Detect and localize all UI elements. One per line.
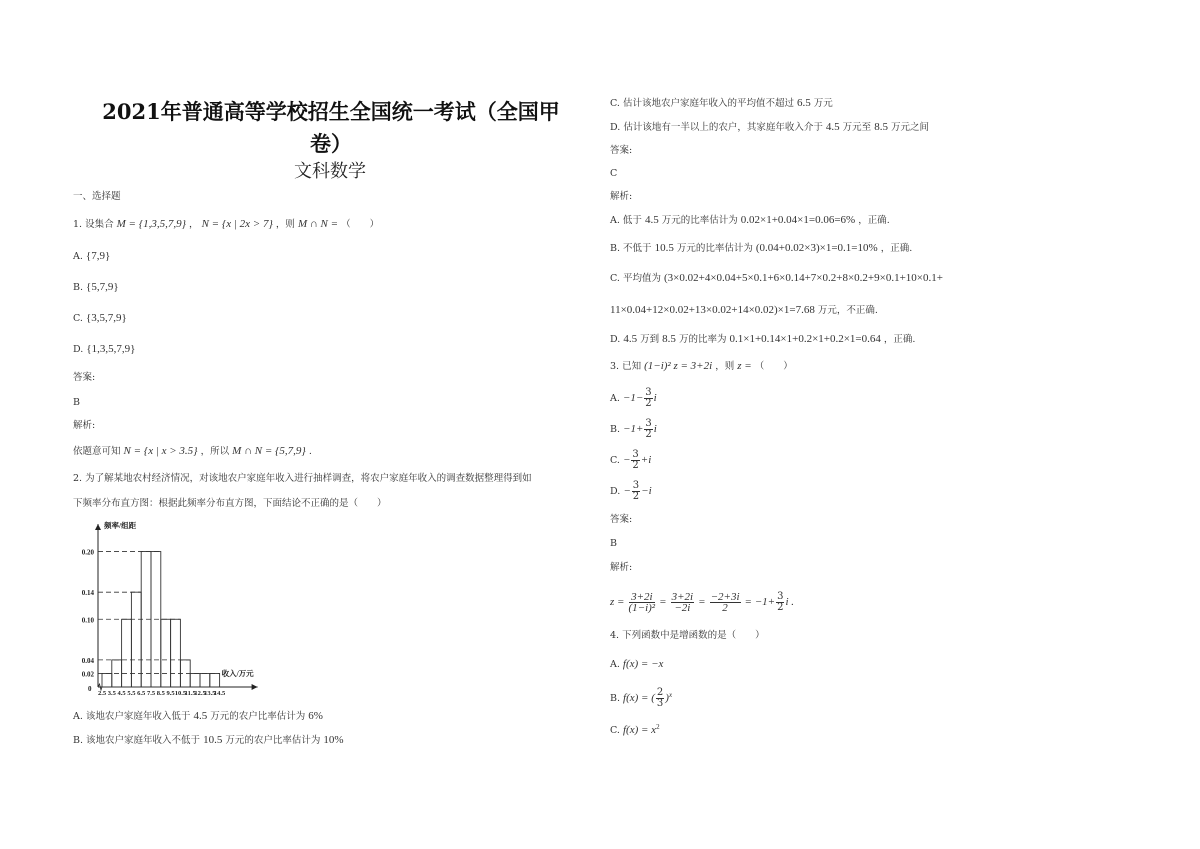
- x-axis-title: 收入/万元: [221, 669, 254, 678]
- q3-d-label: D.: [610, 486, 621, 497]
- q2-opt-d-pre: D. 估计该地有一半以上的农户，其家庭年收入介于: [610, 122, 823, 133]
- an-d-pre: D.: [610, 334, 621, 345]
- q1-option-c-value: {3,5,7,9}: [85, 312, 127, 324]
- q3-c-num: 3: [632, 449, 639, 460]
- q3-a-num: 3: [645, 387, 652, 398]
- q1-answer-label: 答案:: [73, 372, 96, 383]
- q4-stem: 4. 下列函数中是增函数的是（ ）: [610, 630, 765, 641]
- histogram-bar: [171, 619, 181, 687]
- q3-sol-f4-den: 2: [777, 602, 784, 613]
- q2-opt-a-num: 4.5: [193, 710, 208, 722]
- q2-analysis-c-line2: [610, 304, 878, 317]
- q1-analysis: [73, 445, 312, 458]
- x-tick-label: 5.5: [127, 690, 136, 697]
- q3-mid: ，则: [715, 361, 735, 372]
- q3-b-label: B.: [610, 424, 621, 435]
- q2-opt-c-num: 6.5: [797, 97, 811, 109]
- q4-b-close: ): [665, 692, 669, 705]
- q2-option-a: [73, 710, 323, 723]
- an-c-suf: 万元，不正确.: [817, 305, 878, 316]
- q1-suffix: ，则: [275, 219, 295, 230]
- q2-option-b: [73, 734, 344, 747]
- q4-b-num: 2: [656, 687, 664, 699]
- origin-label: 0: [88, 685, 92, 693]
- q2-opt-d-mid: 万元至: [842, 122, 872, 133]
- q3-b-frac: [644, 419, 652, 440]
- q1-option-b: [73, 281, 119, 294]
- q1-option-c-label: C.: [73, 313, 83, 324]
- an-d-mid2: 万的比率为: [678, 334, 727, 345]
- frequency-histogram: [70, 518, 310, 700]
- q2-opt-a-val: 6%: [308, 710, 323, 722]
- q3-sol-frac3: [710, 592, 741, 613]
- histogram-bar: [102, 673, 112, 687]
- q2-option-c: [610, 97, 833, 110]
- x-tick-label: 2.5: [97, 690, 107, 697]
- q3-b-suf: i: [653, 423, 657, 435]
- q3-a-suf: i: [653, 392, 657, 404]
- an-d-n2: 8.5: [662, 333, 676, 345]
- histogram-bar: [190, 673, 200, 687]
- title-line-1: 2021年普通高等学校招生全国统一考试（全国甲: [102, 99, 560, 124]
- q3-a-den: 2: [645, 398, 652, 409]
- q3-c-suf: +i: [640, 454, 652, 466]
- q3-sol-eq1: =: [659, 596, 667, 608]
- q3-c-frac: [631, 450, 639, 471]
- q1-stem-prefix: 1. 设集合: [73, 219, 114, 230]
- q3-sol-frac1: [629, 592, 656, 613]
- y-axis-title: 频率/组距: [104, 521, 137, 530]
- an-d-n1: 4.5: [623, 333, 638, 345]
- x-axis-arrow: [252, 684, 258, 690]
- q3-option-c: [610, 446, 651, 475]
- q2-opt-d-suf: 万元之间: [890, 122, 929, 133]
- q2-analysis-b: [610, 242, 912, 255]
- q2-analysis-d: [610, 333, 915, 346]
- q3-pre: 3. 已知: [610, 361, 642, 372]
- an-b-num: 10.5: [654, 242, 674, 254]
- x-tick-label: 14.5: [213, 690, 226, 697]
- q3-solution: [610, 586, 794, 619]
- q3-d-frac: [632, 481, 640, 502]
- q3-expr: (1−i)² z = 3+2i: [644, 360, 713, 372]
- an-b-expr: (0.04+0.02×3)×1=0.1=10%: [755, 242, 878, 254]
- q3-option-a: [610, 384, 657, 413]
- q3-c-label: C.: [610, 455, 620, 466]
- x-tick-label: 9.5: [166, 690, 175, 697]
- q4-c-sup: 2: [656, 723, 660, 731]
- q3-sol-f1-num: 3+2i: [629, 592, 656, 603]
- q4-b-frac: [656, 688, 664, 709]
- q1-set-m: M = {1,3,5,7,9}: [116, 218, 187, 230]
- an-b-suf: ，正确.: [880, 243, 913, 254]
- q2-opt-a-pre: A. 该地农户家庭年收入低于: [73, 711, 191, 722]
- q1-option-b-value: {5,7,9}: [86, 281, 119, 293]
- q3-a-frac: [644, 388, 652, 409]
- q3-option-d: [610, 477, 652, 506]
- q2-opt-b-num: 10.5: [203, 734, 223, 746]
- q3-sol-f2-den: −2i: [674, 602, 691, 614]
- q3-answer-label: 答案:: [610, 514, 633, 525]
- q2-opt-c-pre: C. 估计该地农户家庭年收入的平均值不超过: [610, 98, 794, 109]
- histogram-bar: [131, 592, 141, 687]
- y-tick-label: 0.04: [81, 656, 94, 665]
- q3-sol-f1-den: (1−i)²: [628, 602, 656, 614]
- q4-c-label: C.: [610, 725, 620, 737]
- q1-option-b-label: B.: [73, 282, 84, 293]
- q1-option-d: [73, 343, 135, 356]
- q3-sol-end: i .: [785, 596, 794, 608]
- q2-opt-b-pre: B. 该地农户家庭年收入不低于: [73, 735, 201, 746]
- y-axis-arrow: [95, 524, 101, 530]
- q2-option-d: [610, 121, 929, 134]
- q4-b-den: 3: [656, 698, 664, 710]
- question-1-stem: [73, 218, 379, 231]
- q3-c-pre: −: [622, 454, 631, 466]
- an-c-pre: C. 平均值为: [610, 273, 661, 284]
- histogram-bar: [200, 673, 210, 687]
- q2-stem-line-1: 2. 为了解某地农村经济情况，对该地农户家庭年收入进行抽样调查，将农户家庭年收入的调查数据整理得到如: [73, 473, 532, 484]
- q3-sol-eq3: = −1+: [744, 596, 776, 608]
- q2-stem-line-2: 下频率分布直方图：根据此频率分布直方图，下面结论不正确的是（ ）: [73, 498, 387, 509]
- y-tick-label: 0.14: [81, 589, 94, 598]
- q2-opt-a-mid: 万元的农户比率估计为: [210, 711, 306, 722]
- q2-analysis-a: [610, 214, 890, 227]
- q2-answer: C: [610, 168, 618, 179]
- q3-sol-f3-den: 2: [722, 602, 728, 614]
- q1-analysis-e: .: [308, 446, 312, 457]
- q3-answer: B: [610, 538, 617, 549]
- q4-option-c: [610, 721, 660, 737]
- q3-analysis-label: 解析:: [610, 562, 633, 573]
- q4-option-a: [610, 658, 663, 671]
- x-tick-label: 7.5: [146, 690, 156, 697]
- q3-sol-f2-num: 3+2i: [671, 591, 694, 603]
- q2-opt-b-mid: 万元的农户比率估计为: [225, 735, 321, 746]
- an-d-expr: 0.1×1+0.14×1+0.2×1+0.2×1=0.64: [729, 333, 881, 345]
- q3-d-suf: −i: [641, 485, 652, 497]
- x-tick-label: 11.5: [184, 690, 196, 697]
- q4-b-pre: f(x) = (: [623, 692, 655, 705]
- an-a-mid: 万元的比率估计为: [661, 215, 738, 226]
- q2-opt-b-val: 10%: [323, 734, 344, 746]
- q3-d-pre: −: [623, 485, 631, 497]
- an-a-num: 4.5: [644, 214, 659, 226]
- q1-expr: M ∩ N =: [297, 218, 339, 230]
- q3-z: z =: [737, 360, 752, 372]
- q3-paren: （ ）: [754, 361, 793, 372]
- x-tick-label: 6.5: [137, 690, 146, 697]
- q4-a-label: A.: [610, 659, 620, 670]
- q3-d-num: 3: [632, 480, 640, 491]
- q4-a-expr: f(x) = −x: [622, 658, 664, 670]
- section-heading: 一、选择题: [73, 191, 121, 202]
- page-title: [66, 96, 596, 158]
- an-a-pre: A. 低于: [610, 215, 642, 226]
- q3-b-num: 3: [645, 418, 652, 429]
- q1-analysis-label: 解析:: [73, 420, 96, 431]
- q3-option-b: [610, 415, 657, 444]
- histogram-bar: [210, 673, 220, 687]
- q1-answer: B: [73, 397, 80, 408]
- q4-b-sup: x: [668, 691, 673, 699]
- q3-sol-z: z =: [610, 596, 625, 608]
- q4-b-label: B.: [610, 693, 621, 705]
- q1-option-a: [73, 250, 110, 263]
- q1-option-d-label: D.: [73, 344, 84, 355]
- an-a-suf: ，正确.: [858, 215, 890, 226]
- an-d-suf: ，正确.: [883, 334, 916, 345]
- an-c-expr2: 11×0.04+12×0.02+13×0.02+14×0.02)×1=7.68: [610, 304, 815, 316]
- q1-option-d-value: {1,3,5,7,9}: [86, 343, 136, 355]
- histogram-bar: [161, 619, 171, 687]
- x-tick-label: 4.5: [117, 690, 126, 697]
- y-tick-label: 0.10: [81, 616, 94, 625]
- q4-c-expr: f(x) = x: [622, 724, 657, 737]
- q3-sol-eq2: =: [698, 596, 706, 608]
- x-tick-label: 3.5: [107, 690, 116, 697]
- q3-c-den: 2: [632, 460, 639, 471]
- title-line-2: 卷）: [310, 131, 352, 156]
- q2-analysis-label: 解析:: [610, 191, 633, 202]
- y-tick-label: 0.02: [81, 670, 94, 679]
- q4-option-b: [610, 681, 672, 713]
- x-tick-label: 10.5: [174, 690, 187, 697]
- q3-sol-frac2: [671, 592, 694, 613]
- q3-stem: [610, 360, 793, 373]
- q3-sol-frac4: [776, 592, 784, 613]
- q1-set-n: N = {x | 2x > 7}: [201, 218, 273, 230]
- x-tick-label: 13.5: [204, 690, 216, 697]
- q1-option-a-value: {7,9}: [85, 250, 111, 262]
- histogram-bar: [122, 619, 132, 687]
- an-b-pre: B. 不低于: [610, 243, 652, 254]
- q1-analysis-c: ，所以: [200, 446, 230, 457]
- q2-opt-d-n2: 8.5: [874, 121, 888, 133]
- x-tick-label: 8.5: [156, 690, 165, 697]
- y-tick-label: 0.20: [81, 548, 94, 557]
- q3-d-den: 2: [632, 491, 640, 502]
- q1-analysis-b: N = {x | x > 3.5}: [123, 445, 198, 457]
- q2-opt-d-n1: 4.5: [825, 121, 840, 133]
- an-a-expr: 0.02×1+0.04×1=0.06=6%: [740, 214, 856, 226]
- q1-option-a-label: A.: [73, 251, 83, 262]
- page-subtitle: 文科数学: [294, 161, 366, 182]
- an-c-expr1: (3×0.02+4×0.04+5×0.1+6×0.14+7×0.2+8×0.2+9×0.1+10×0.1+: [664, 272, 943, 284]
- q1-analysis-a: 依题意可知: [73, 446, 121, 457]
- q2-analysis-c-line1: [610, 272, 943, 285]
- q3-sol-f3-num: −2+3i: [710, 591, 740, 603]
- q2-answer-label: 答案:: [610, 145, 633, 156]
- q1-sep: ，: [189, 219, 199, 230]
- q3-a-label: A.: [610, 393, 620, 404]
- q3-a-pre: −1−: [622, 392, 644, 404]
- q1-option-c: [73, 312, 127, 325]
- an-b-mid: 万元的比率估计为: [676, 243, 753, 254]
- q3-b-pre: −1+: [623, 423, 644, 435]
- q3-sol-f4-num: 3: [777, 591, 784, 602]
- q2-opt-c-suf: 万元: [813, 98, 833, 109]
- q3-b-den: 2: [645, 429, 652, 440]
- x-tick-label: 12.5: [194, 690, 206, 697]
- q1-analysis-d: M ∩ N = {5,7,9}: [232, 445, 306, 457]
- an-d-mid1: 万到: [640, 334, 660, 345]
- q1-paren: （ ）: [341, 219, 380, 230]
